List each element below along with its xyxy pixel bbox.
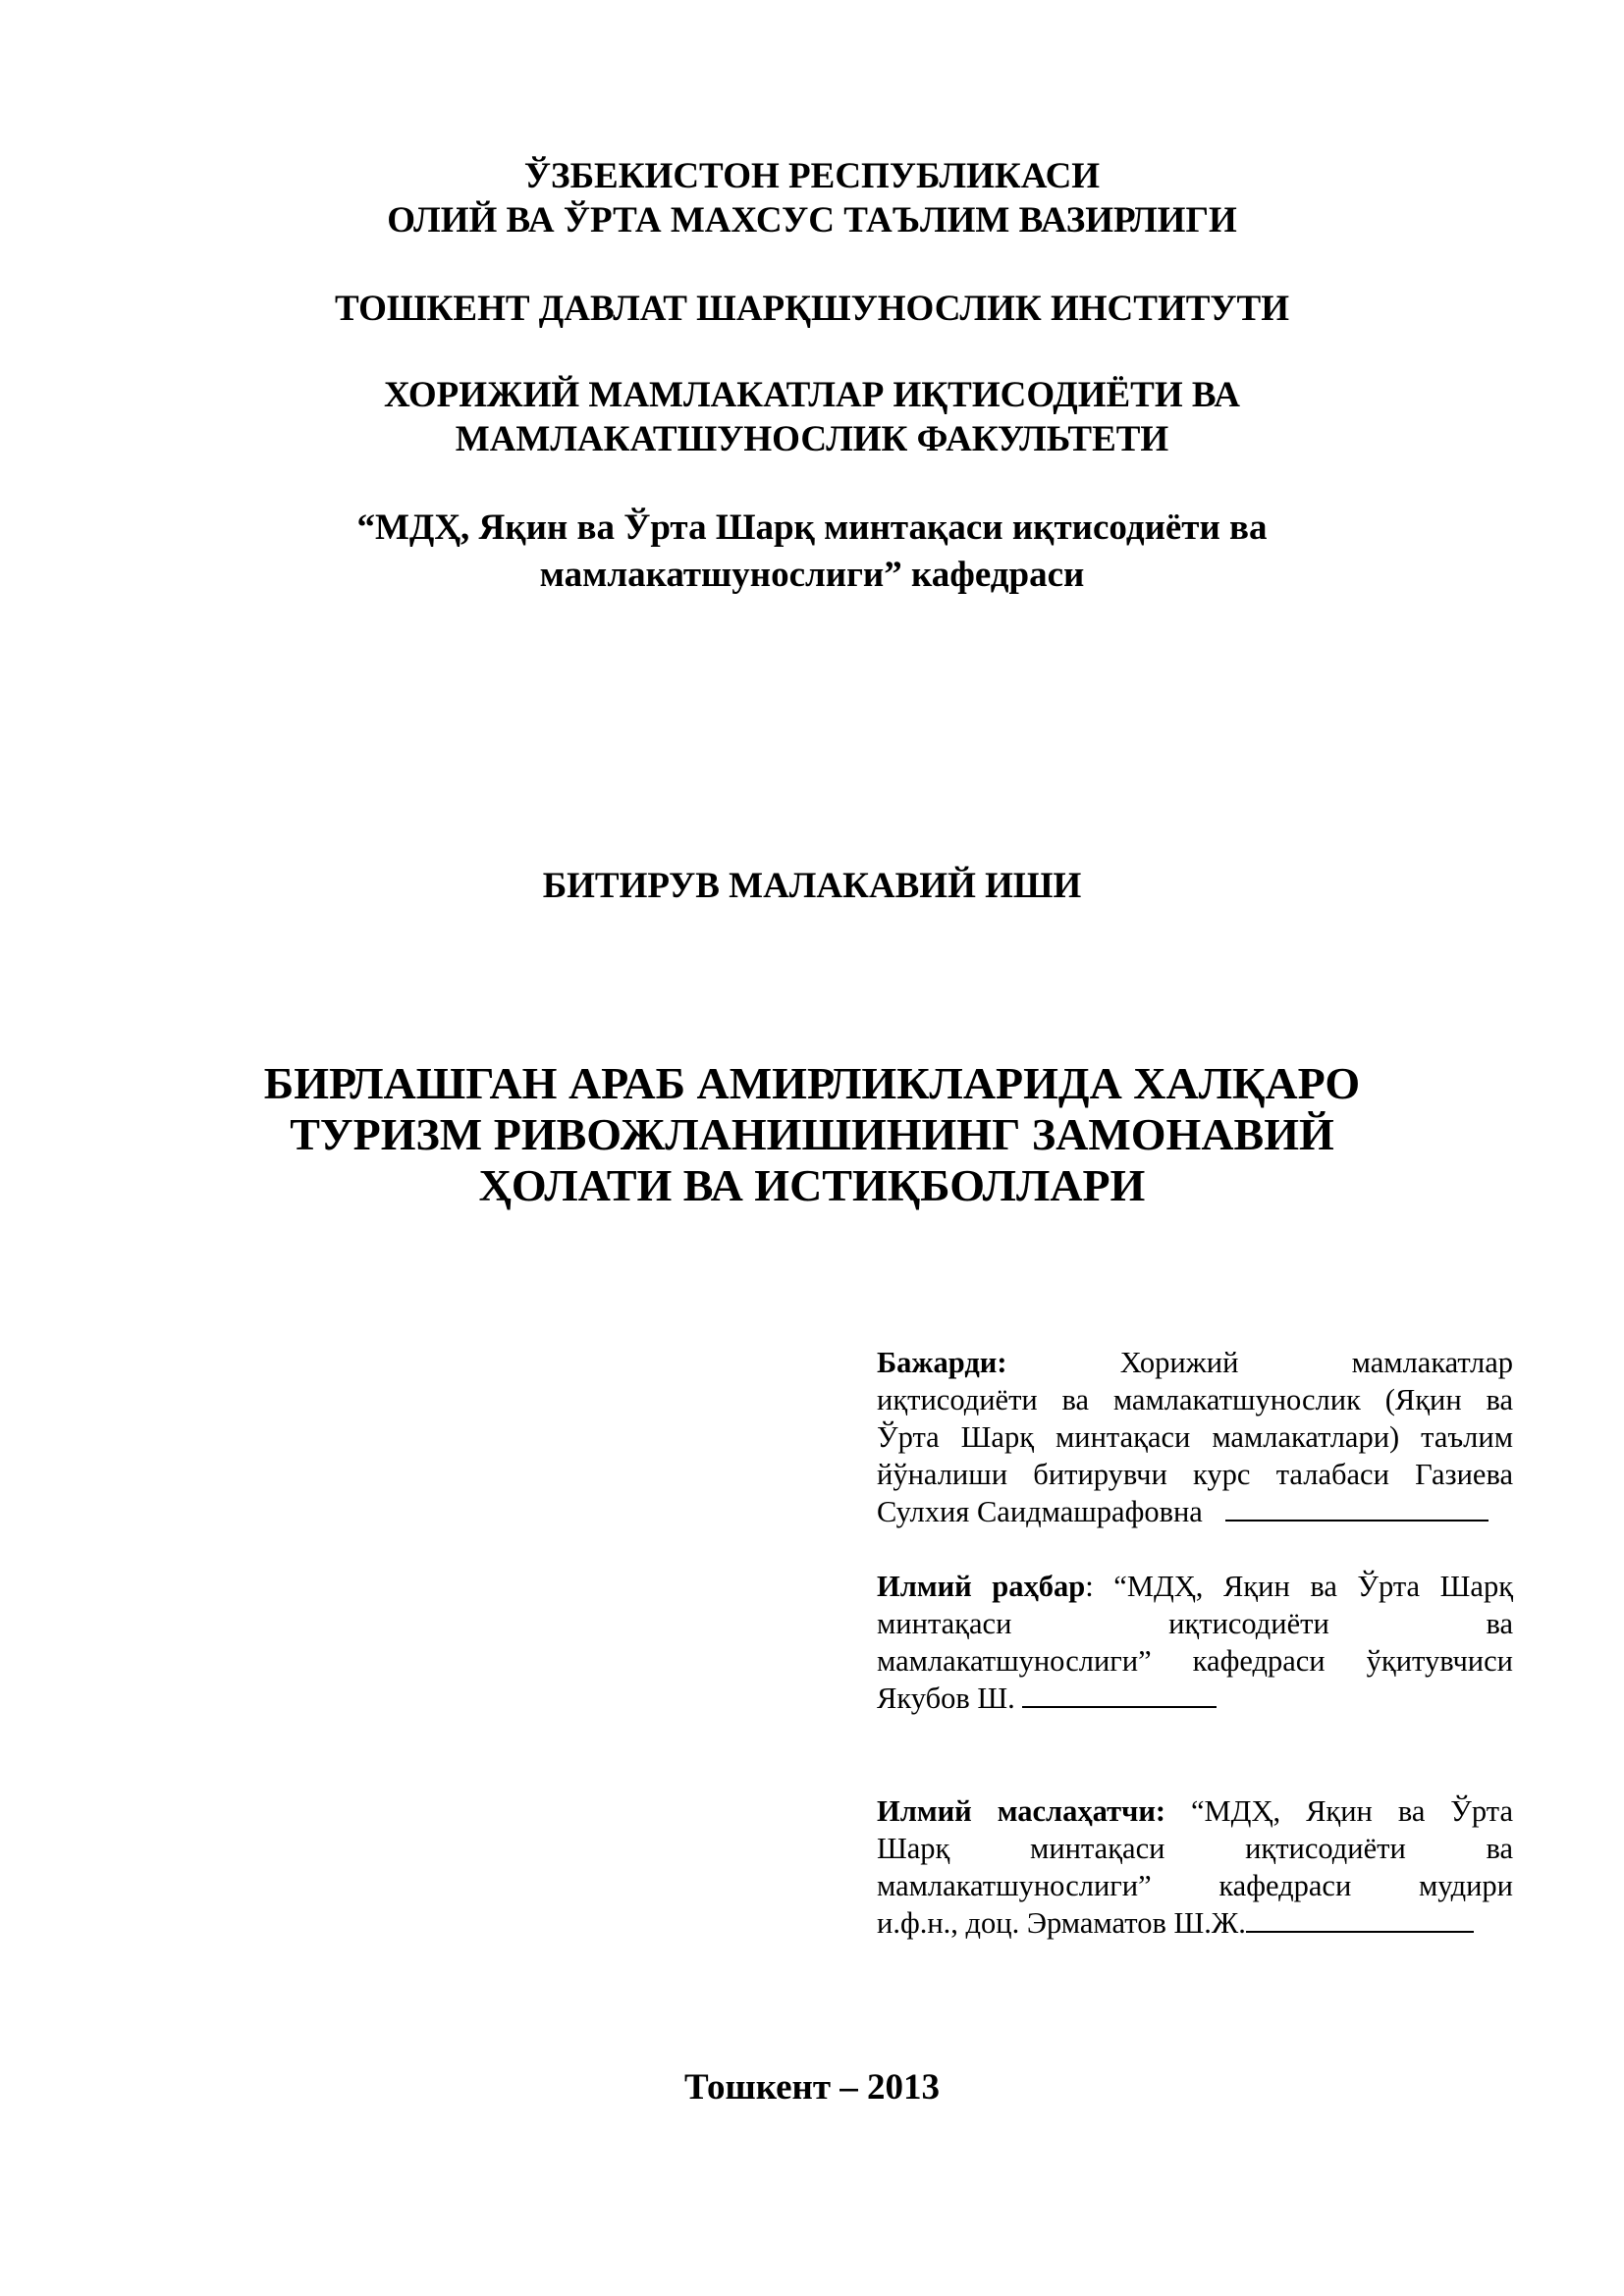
department-name-line1: “МДҲ, Яқин ва Ўрта Шарқ минтақаси иқтисодиёти ва [356,507,1268,548]
consultant-line2: Шарқ минтақаси иқтисодиёти ва [877,1832,1513,1865]
author-line3: Ўрта Шарқ минтақаси мамлакатлари) таълим [877,1420,1513,1454]
country-name: ЎЗБЕКИСТОН РЕСПУБЛИКАСИ [523,156,1101,196]
author-line2: иқтисодиёти ва мамлакатшунослик (Яқин ва [877,1383,1513,1416]
consultant-signature-line [1246,1905,1474,1933]
institute-name: ТОШКЕНТ ДАВЛАТ ШАРҚШУНОСЛИК ИНСТИТУТИ [334,289,1290,329]
faculty-name-line1: ХОРИЖИЙ МАМЛАКАТЛАР ИҚТИСОДИЁТИ ВА [384,375,1240,415]
supervisor-label: Илмий раҳбар [877,1570,1086,1603]
supervisor-line1: Илмий раҳбар: “МДҲ, Яқин ва Ўрта Шарқ [877,1570,1514,1603]
supervisor-line4: Якубов Ш. [877,1680,1513,1717]
supervisor-block [877,1568,1513,1717]
consultant-label: Илмий маслаҳатчи: [877,1794,1166,1828]
thesis-title-line3: ҲОЛАТИ ВА ИСТИҚБОЛЛАРИ [478,1160,1146,1210]
ministry-name: ОЛИЙ ВА ЎРТА МАХСУС ТАЪЛИМ ВАЗИРЛИГИ [387,200,1237,240]
supervisor-line2: минтақаси иқтисодиёти ва [877,1607,1513,1640]
supervisor-line3: мамлакатшунослиги” кафедраси ўқитувчиси [877,1644,1513,1678]
supervisor-signature-line [1022,1681,1217,1708]
thesis-title-line2: ТУРИЗМ РИВОЖЛАНИШИНИНГ ЗАМОНАВИЙ [290,1109,1334,1159]
author-signature-line [1225,1494,1489,1522]
faculty-name-line2: МАМЛАКАТШУНОСЛИК ФАКУЛЬТЕТИ [455,419,1169,459]
consultant-line3: мамлакатшунослиги” кафедраси мудири [877,1869,1513,1902]
author-line4: йўналиши битирувчи курс талабаси Газиева [877,1458,1513,1491]
author-line1: Бажарди: Хорижий мамлакатлар [877,1346,1514,1379]
thesis-title-line1: БИРЛАШГАН АРАБ АМИРЛИКЛАРИДА ХАЛҚАРО [263,1058,1361,1108]
author-label: Бажарди: [877,1346,1007,1379]
department-name-line2: мамлакатшунослиги” кафедраси [539,555,1085,595]
author-line5: Сулхия Саидмашрафовна [877,1493,1513,1530]
consultant-line4: и.ф.н., доц. Эрмаматов Ш.Ж. [877,1904,1513,1942]
work-type-heading: БИТИРУВ МАЛАКАВИЙ ИШИ [542,866,1082,906]
city-year: Тошкент – 2013 [683,2067,941,2108]
consultant-line1: Илмий маслаҳатчи: “МДҲ, Яқин ва Ўрта [877,1794,1513,1828]
author-block [877,1344,1513,1530]
consultant-block [877,1792,1513,1942]
